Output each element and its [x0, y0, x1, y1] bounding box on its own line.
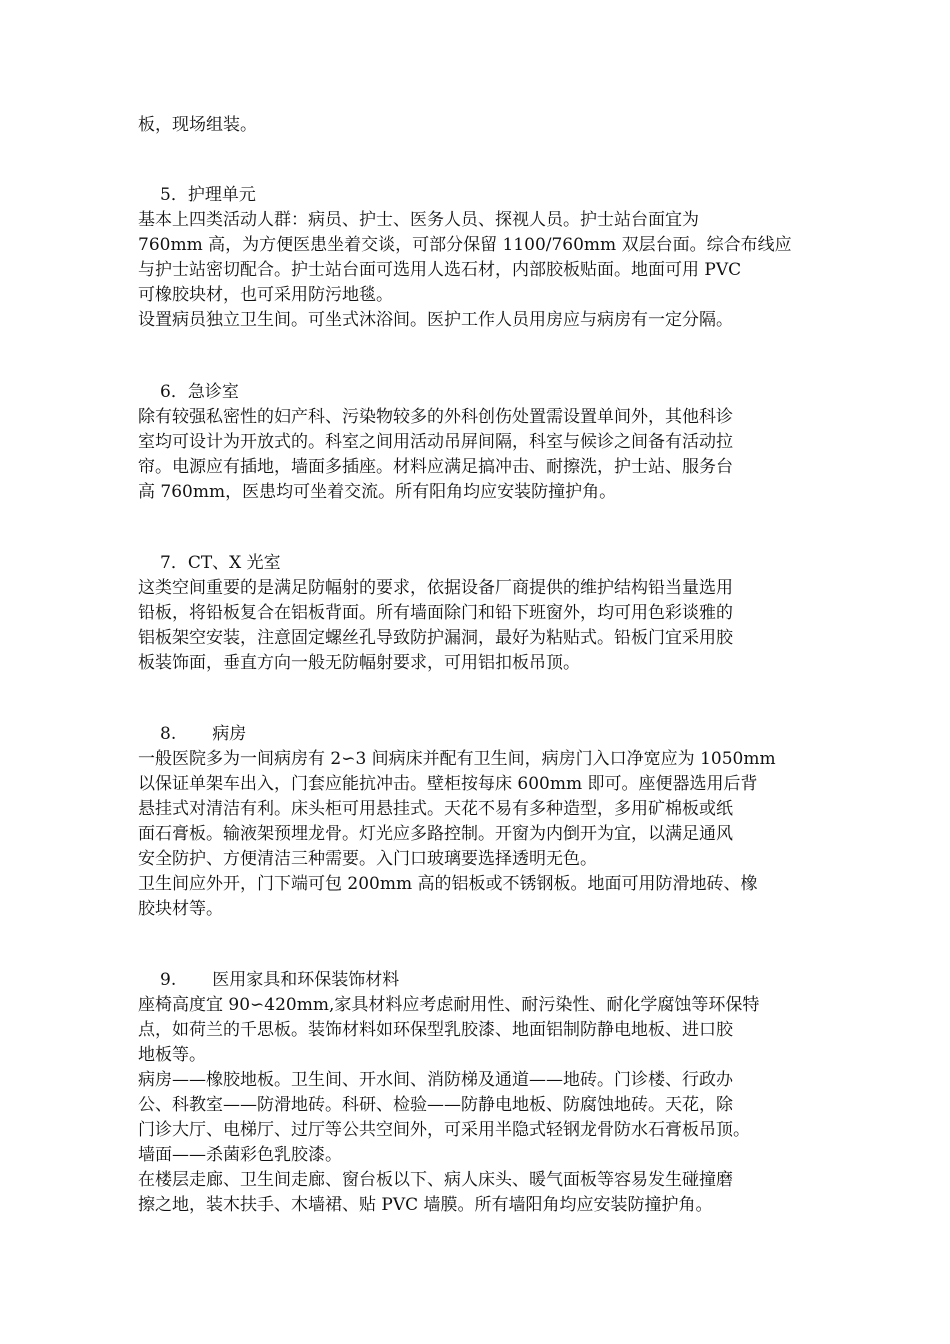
- section-heading-6: 6．急诊室: [160, 382, 239, 402]
- paragraph-line: 公、科教室——防滑地砖。科研、检验——防静电地板、防腐蚀地砖。天花，除: [138, 1095, 733, 1115]
- paragraph-line: 擦之地，装木扶手、木墙裙、贴 PVC 墙膜。所有墙阳角均应安装防撞护角。: [138, 1195, 713, 1215]
- paragraph-line: 板装饰面，垂直方向一般无防幅射要求，可用铝扣板吊顶。: [138, 653, 580, 673]
- paragraph-line: 地板等。: [138, 1045, 206, 1065]
- paragraph-line: 以保证单架车出入，门套应能抗冲击。壁柜按每床 600mm 即可。座便器选用后背: [138, 774, 758, 794]
- paragraph-line: 点，如荷兰的千思板。装饰材料如环保型乳胶漆、地面铝制防静电地板、进口胶: [138, 1020, 733, 1040]
- paragraph-line: 除有较强私密性的妇产科、污染物较多的外科创伤处置需设置单间外，其他科诊: [138, 407, 733, 427]
- section-number: 9.: [160, 970, 177, 990]
- paragraph-line: 安全防护、方便清洁三种需要。入门口玻璃要选择透明无色。: [138, 849, 597, 869]
- section-heading-5: 5．护理单元: [160, 185, 256, 205]
- paragraph-line: 胶块材等。: [138, 899, 223, 919]
- paragraph-line: 悬挂式对清洁有利。床头柜可用悬挂式。天花不易有多种造型，多用矿棉板或纸: [138, 799, 733, 819]
- paragraph-line: 一般医院多为一间病房有 2∽3 间病床并配有卫生间，病房门入口净宽应为 1050mm: [138, 749, 776, 769]
- paragraph-line: 帘。电源应有插地，墙面多插座。材料应满足搞冲击、耐擦洗，护士站、服务台: [138, 457, 733, 477]
- continuation-line: 板，现场组装。: [138, 115, 257, 135]
- section-heading-9: [160, 968, 399, 992]
- section-number: 8.: [160, 724, 177, 744]
- section-title: 病房: [212, 724, 247, 744]
- paragraph-line: 面石膏板。输液架预埋龙骨。灯光应多路控制。开窗为内倒开为宜，以满足通风: [138, 824, 733, 844]
- paragraph-line: 这类空间重要的是满足防幅射的要求，依据设备厂商提供的维护结构铅当量选用: [138, 578, 733, 598]
- paragraph-line: 高 760mm，医患均可坐着交流。所有阳角均应安装防撞护角。: [138, 482, 617, 502]
- paragraph-line: 可橡胶块材，也可采用防污地毯。: [138, 285, 393, 305]
- paragraph-line: 室均可设计为开放式的。科室之间用活动吊屏间隔，科室与候诊之间备有活动拉: [138, 432, 733, 452]
- paragraph-line: 与护士站密切配合。护士站台面可选用人选石材，内部胶板贴面。地面可用 PVC: [138, 260, 742, 280]
- paragraph-line: 卫生间应外开，门下端可包 200mm 高的铝板或不锈钢板。地面可用防滑地砖、橡: [138, 874, 758, 894]
- paragraph-line: 墙面——杀菌彩色乳胶漆。: [138, 1145, 342, 1165]
- paragraph-line: 门诊大厅、电梯厅、过厅等公共空间外，可采用半隐式轻钢龙骨防水石膏板吊顶。: [138, 1120, 750, 1140]
- paragraph-line: 座椅高度宜 90∽420mm,家具材料应考虑耐用性、耐污染性、耐化学腐蚀等环保特: [138, 995, 760, 1015]
- section-heading-7: 7．CT、X 光室: [160, 553, 281, 573]
- paragraph-line: 铅板，将铅板复合在铝板背面。所有墙面除门和铅下班窗外，均可用色彩谈雅的: [138, 603, 733, 623]
- paragraph-line: 760mm 高，为方便医患坐着交谈，可部分保留 1100/760mm 双层台面。综合布线应: [138, 235, 792, 255]
- section-heading-8: [160, 722, 246, 746]
- section-title: 医用家具和环保装饰材料: [212, 970, 400, 990]
- paragraph-line: 设置病员独立卫生间。可坐式沐浴间。医护工作人员用房应与病房有一定分隔。: [138, 310, 733, 330]
- paragraph-line: 在楼层走廊、卫生间走廊、窗台板以下、病人床头、暖气面板等容易发生碰撞磨: [138, 1170, 733, 1190]
- paragraph-line: 基本上四类活动人群：病员、护士、医务人员、探视人员。护士站台面宜为: [138, 210, 699, 230]
- paragraph-line: 病房——橡胶地板。卫生间、开水间、消防梯及通道——地砖。门诊楼、行政办: [138, 1070, 733, 1090]
- paragraph-line: 铝板架空安装，注意固定螺丝孔导致防护漏洞，最好为粘贴式。铅板门宜采用胶: [138, 628, 733, 648]
